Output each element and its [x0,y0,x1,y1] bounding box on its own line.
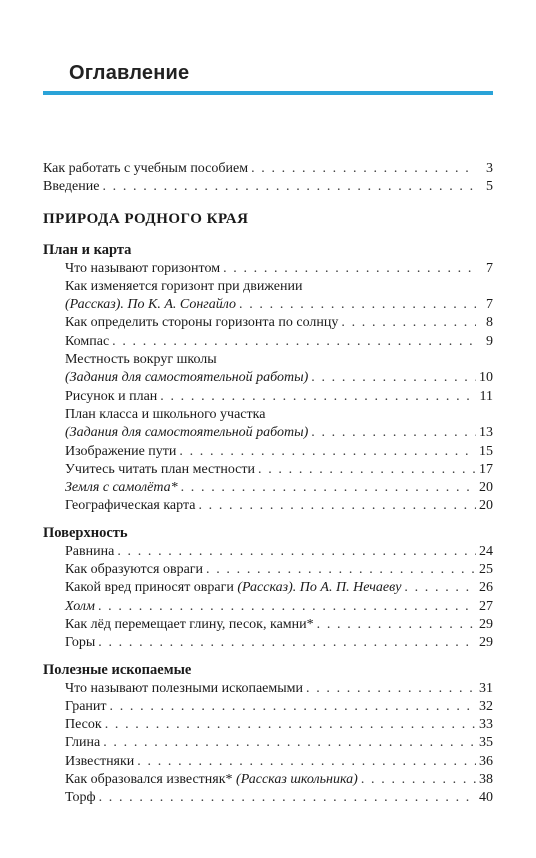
toc-entry[interactable] [43,260,493,278]
dot-leader [206,561,476,579]
dot-leader [112,333,476,351]
toc-entry[interactable] [43,497,493,515]
dot-leader [317,616,476,634]
dot-leader [98,634,476,652]
toc-entry-page: 7 [486,297,493,313]
toc-entry[interactable] [43,579,493,597]
toc-entry-title [65,497,195,515]
toc-entry-title-text: Что называют полезными ископаемыми [65,680,303,696]
dot-leader [137,753,476,771]
toc-entry-title-text: Торф [65,790,96,806]
toc-entry[interactable] [43,333,493,351]
toc-entry-title [65,260,220,278]
toc-entry-title: Как работать с учебным пособием [43,161,249,176]
toc-entry-page: 26 [479,580,493,596]
toc-entry-title-line: Местность вокруг школы [65,352,217,368]
dot-leader [99,789,476,807]
page-title: Оглавление [69,62,190,84]
toc-entry-title [65,789,96,807]
toc-sections [43,241,493,808]
section-heading: Полезные ископаемые [43,661,192,678]
toc-entry-title [65,461,255,479]
toc-entry-page: 11 [479,388,493,404]
dot-leader [103,734,476,752]
toc-entry-title [65,314,338,332]
title-underline [43,91,493,95]
toc-entry[interactable] [43,369,493,387]
dot-leader [160,388,476,406]
dot-leader [258,461,476,479]
toc-entry-page: 8 [486,315,493,331]
toc-entry-page: 38 [479,772,493,788]
toc-entry-title [65,333,109,351]
table-of-contents [43,160,493,808]
toc-entry-title-text: Изображение пути [65,443,177,459]
toc-entry[interactable] [43,789,493,807]
toc-entry-title-line: Как изменяется горизонт при движении [65,278,303,294]
toc-entry[interactable] [43,314,493,332]
dot-leader [239,296,476,314]
toc-entry[interactable] [43,734,493,752]
toc-entry[interactable] [43,716,493,734]
dot-leader [179,443,476,461]
toc-entry[interactable] [43,160,493,178]
dot-leader [105,716,476,734]
toc-entry-title-text: (Рассказ). По К. А. Сонгайло [65,297,237,313]
toc-entry-page: 17 [479,461,493,477]
toc-entry[interactable] [43,461,493,479]
toc-entry-page: 31 [479,680,493,696]
toc-entry-title [65,443,176,461]
dot-leader [223,260,476,278]
part-heading: ПРИРОДА РОДНОГО КРАЯ [43,210,249,227]
toc-entry-title-text: Равнина [65,543,115,559]
toc-entry-page: 25 [479,562,493,578]
dot-leader [311,369,476,387]
toc-entry-title-text: Горы [65,635,96,651]
dot-leader [251,160,476,178]
dot-leader [102,178,476,196]
toc-entry-page: 36 [479,753,493,769]
toc-entry-page: 32 [479,698,493,714]
toc-entry-page: 35 [479,735,493,751]
toc-entry-title-text: Холм [65,598,95,614]
toc-entry-title [65,579,401,597]
toc-entry-title-text: Компас [65,333,110,349]
toc-entry-title-text: Как образуются овраги [65,562,204,578]
toc-entry-title-text: Географическая карта [65,498,196,514]
toc-entry[interactable] [43,424,493,442]
toc-entry-title [65,561,203,579]
toc-entry[interactable] [43,388,493,406]
toc-entry-title-text: Как образовался известняк* [65,772,233,788]
dot-leader [110,698,476,716]
toc-entry-title-text: Как определить стороны горизонта по солнцу [65,315,339,331]
toc-entry[interactable] [43,561,493,579]
dot-leader [341,314,476,332]
dot-leader [404,579,476,597]
toc-entry-title [65,753,134,771]
toc-entry-title [65,543,114,561]
toc-entry[interactable] [43,771,493,789]
dot-leader [361,771,476,789]
toc-entry-title [65,388,157,406]
toc-entry-title [65,698,107,716]
toc-entry[interactable] [43,753,493,771]
toc-entry-page: 3 [486,161,493,176]
dot-leader [117,543,476,561]
toc-entry[interactable] [43,680,493,698]
toc-entry-subtitle: (Рассказ). По А. П. Нечаеву [233,580,402,596]
dot-leader [306,680,476,698]
toc-entry-title [65,296,236,314]
dot-leader [181,479,476,497]
toc-entry[interactable] [43,178,493,196]
toc-entry[interactable] [43,598,493,616]
toc-entry[interactable] [43,296,493,314]
toc-entry-title [65,680,303,698]
toc-entry-title [65,616,314,634]
toc-entry-title [65,479,178,497]
toc-entry-page: 10 [479,370,493,386]
toc-entry-page: 33 [479,717,493,733]
toc-entry-page: 9 [486,333,493,349]
dot-leader [198,497,476,515]
toc-entry-page: 7 [486,260,493,276]
toc-entry-page: 29 [479,635,493,651]
toc-entry-page: 5 [486,179,493,195]
toc-entry-title-text: Песок [65,717,102,733]
toc-entry[interactable] [43,698,493,716]
toc-entry[interactable] [43,479,493,497]
toc-entry-title-text: Какой вред приносят овраги [65,580,234,596]
toc-entry[interactable] [43,443,493,461]
toc-entry-title-line: План класса и школьного участка [65,406,266,422]
toc-entry-title-text: Гранит [65,698,107,714]
toc-entry-page: 20 [479,480,493,496]
toc-entry-title [65,734,100,752]
toc-entry-title-text: (Задания для самостоятельной работы) [65,425,309,441]
toc-entry-title-text: Земля с самолёта* [65,480,178,496]
toc-entry-page: 40 [479,790,493,806]
toc-entry-page: 20 [479,498,493,514]
toc-entry-title [65,424,308,442]
toc-entry-title: Введение [43,179,100,195]
toc-entry-title-text: Что называют горизонтом [65,260,221,276]
toc-entry[interactable] [43,616,493,634]
toc-entry-page: 24 [479,543,493,559]
toc-entry-title-text: Известняки [65,753,135,769]
toc-entry-title [65,369,308,387]
dot-leader [311,424,476,442]
toc-entry-page: 13 [479,425,493,441]
toc-entry-title-text: Глина [65,735,101,751]
section-heading: План и карта [43,241,132,258]
toc-entry-title-text: Как лёд перемещает глину, песок, камни* [65,616,314,632]
toc-entry-title [65,598,95,616]
toc-entry-subtitle: (Рассказ школьника) [232,772,358,788]
toc-entry-page: 29 [479,616,493,632]
toc-entry-title-text: Рисунок и план [65,388,158,404]
toc-entry-title-text: Учитесь читать план местности [65,461,256,477]
toc-entry-title-text: (Задания для самостоятельной работы) [65,370,309,386]
toc-entry[interactable] [43,634,493,652]
toc-entry-page: 15 [479,443,493,459]
toc-entry-title [65,716,102,734]
toc-entry-page: 27 [479,598,493,614]
dot-leader [98,598,476,616]
toc-entry-title [65,771,358,789]
toc-entry[interactable] [43,543,493,561]
section-heading: Поверхность [43,524,128,541]
toc-entry-title [65,634,95,652]
